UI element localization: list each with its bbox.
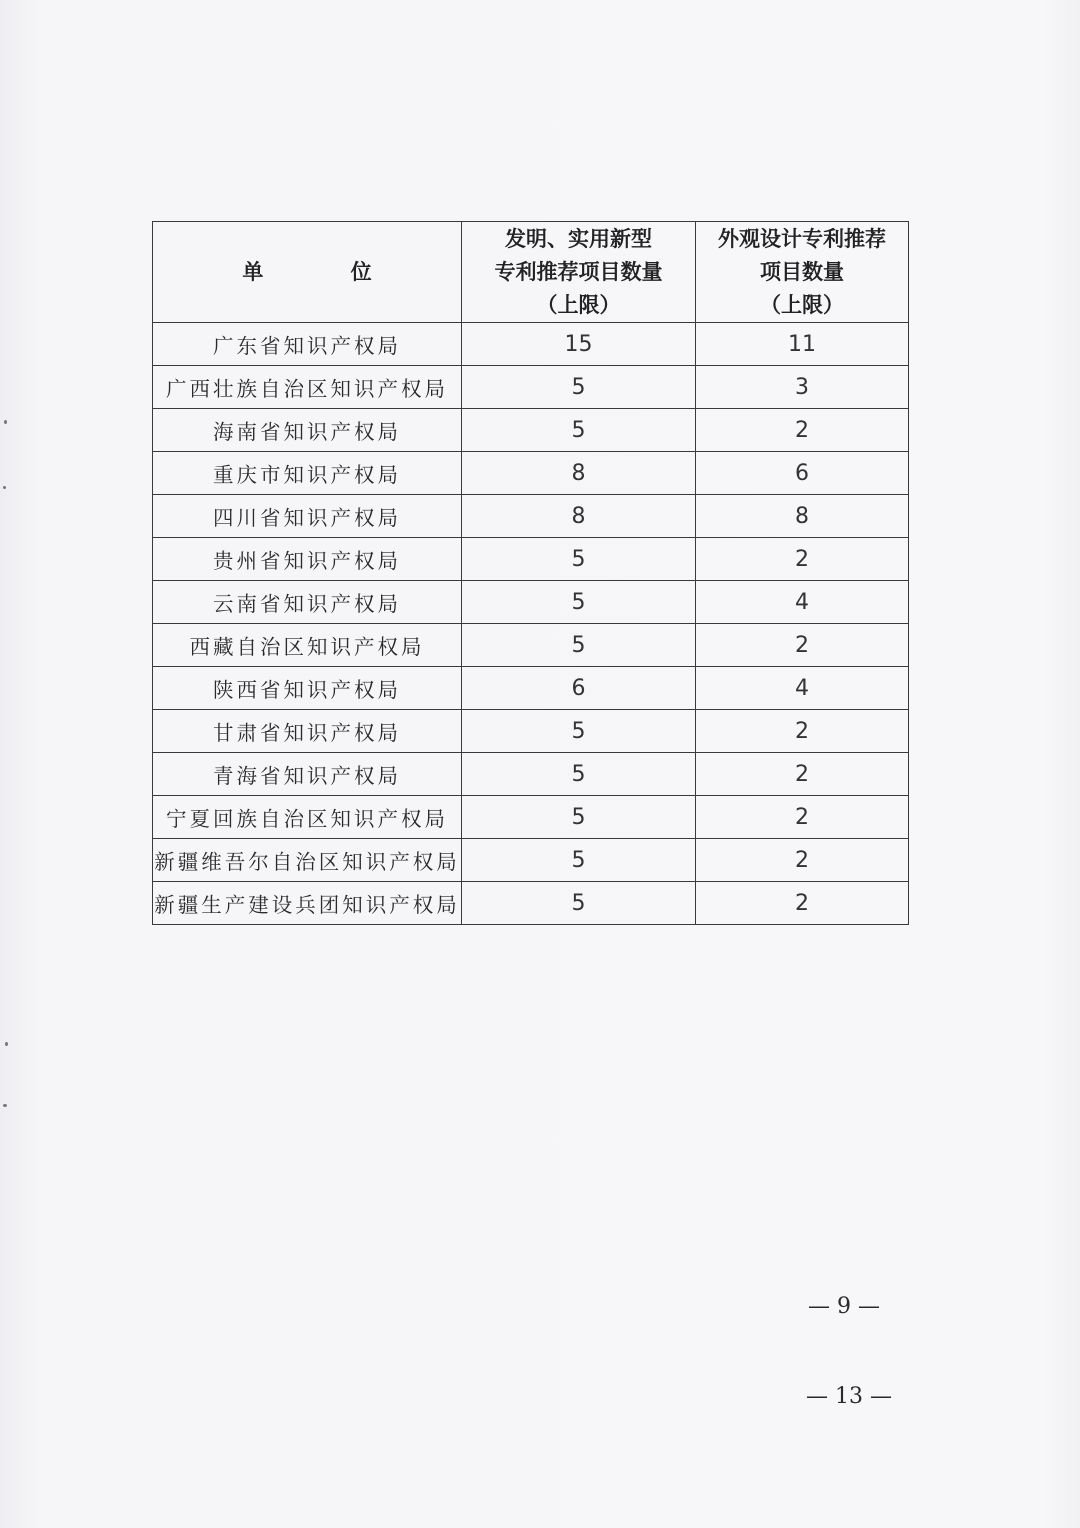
scan-speck [3, 1104, 7, 1107]
table-body [153, 323, 909, 925]
recommendation-quota-table [152, 221, 909, 925]
inner-page-number: — 9 — [808, 1294, 880, 1319]
table-row [153, 581, 909, 624]
unit-cell: 青海省知识产权局 [153, 753, 462, 796]
header-line: （上限） [536, 292, 621, 317]
unit-column-header: 单 位 [153, 222, 462, 323]
design-quota-cell: 2 [696, 710, 909, 753]
invention-quota-cell: 8 [462, 452, 696, 495]
table-row [153, 409, 909, 452]
invention-quota-cell: 5 [462, 839, 696, 882]
table-row [153, 366, 909, 409]
scan-speck [3, 486, 6, 489]
unit-cell: 西藏自治区知识产权局 [153, 624, 462, 667]
table-row [153, 667, 909, 710]
unit-cell: 贵州省知识产权局 [153, 538, 462, 581]
scan-speck [4, 420, 7, 424]
design-quota-cell: 4 [696, 667, 909, 710]
table-header-row [153, 222, 909, 323]
header-line: 外观设计专利推荐 [718, 226, 886, 251]
unit-cell: 甘肃省知识产权局 [153, 710, 462, 753]
design-quota-cell: 2 [696, 882, 909, 925]
design-column-header [696, 222, 909, 323]
table-row [153, 839, 909, 882]
header-line: 发明、实用新型 [505, 226, 652, 251]
unit-cell: 广西壮族自治区知识产权局 [153, 366, 462, 409]
design-quota-cell: 6 [696, 452, 909, 495]
unit-cell: 海南省知识产权局 [153, 409, 462, 452]
invention-quota-cell: 5 [462, 624, 696, 667]
unit-cell: 陕西省知识产权局 [153, 667, 462, 710]
unit-cell: 新疆维吾尔自治区知识产权局 [153, 839, 462, 882]
header-line: 项目数量 [760, 259, 844, 284]
unit-cell: 重庆市知识产权局 [153, 452, 462, 495]
invention-quota-cell: 5 [462, 409, 696, 452]
table-row [153, 882, 909, 925]
header-line: 专利推荐项目数量 [494, 259, 663, 284]
invention-quota-cell: 5 [462, 581, 696, 624]
design-quota-cell: 2 [696, 409, 909, 452]
invention-quota-cell: 5 [462, 366, 696, 409]
invention-quota-cell: 5 [462, 882, 696, 925]
table-row [153, 538, 909, 581]
unit-cell: 四川省知识产权局 [153, 495, 462, 538]
design-quota-cell: 11 [696, 323, 909, 366]
unit-cell: 云南省知识产权局 [153, 581, 462, 624]
invention-quota-cell: 5 [462, 753, 696, 796]
outer-page-number: — 13 — [806, 1384, 892, 1409]
design-quota-cell: 2 [696, 839, 909, 882]
unit-cell: 新疆生产建设兵团知识产权局 [153, 882, 462, 925]
invention-quota-cell: 5 [462, 796, 696, 839]
design-quota-cell: 3 [696, 366, 909, 409]
table-row [153, 796, 909, 839]
table-row [153, 452, 909, 495]
table-row [153, 323, 909, 366]
invention-quota-cell: 6 [462, 667, 696, 710]
unit-cell: 广东省知识产权局 [153, 323, 462, 366]
invention-quota-cell: 5 [462, 710, 696, 753]
invention-quota-cell: 15 [462, 323, 696, 366]
invention-column-header [462, 222, 696, 323]
invention-quota-cell: 8 [462, 495, 696, 538]
design-quota-cell: 4 [696, 581, 909, 624]
design-quota-cell: 2 [696, 538, 909, 581]
design-quota-cell: 2 [696, 796, 909, 839]
unit-cell: 宁夏回族自治区知识产权局 [153, 796, 462, 839]
design-quota-cell: 8 [696, 495, 909, 538]
header-line: （上限） [760, 292, 844, 317]
table-row [153, 753, 909, 796]
scan-speck [5, 1042, 8, 1046]
design-quota-cell: 2 [696, 624, 909, 667]
design-quota-cell: 2 [696, 753, 909, 796]
table-row [153, 495, 909, 538]
invention-quota-cell: 5 [462, 538, 696, 581]
table-row [153, 624, 909, 667]
table-row [153, 710, 909, 753]
